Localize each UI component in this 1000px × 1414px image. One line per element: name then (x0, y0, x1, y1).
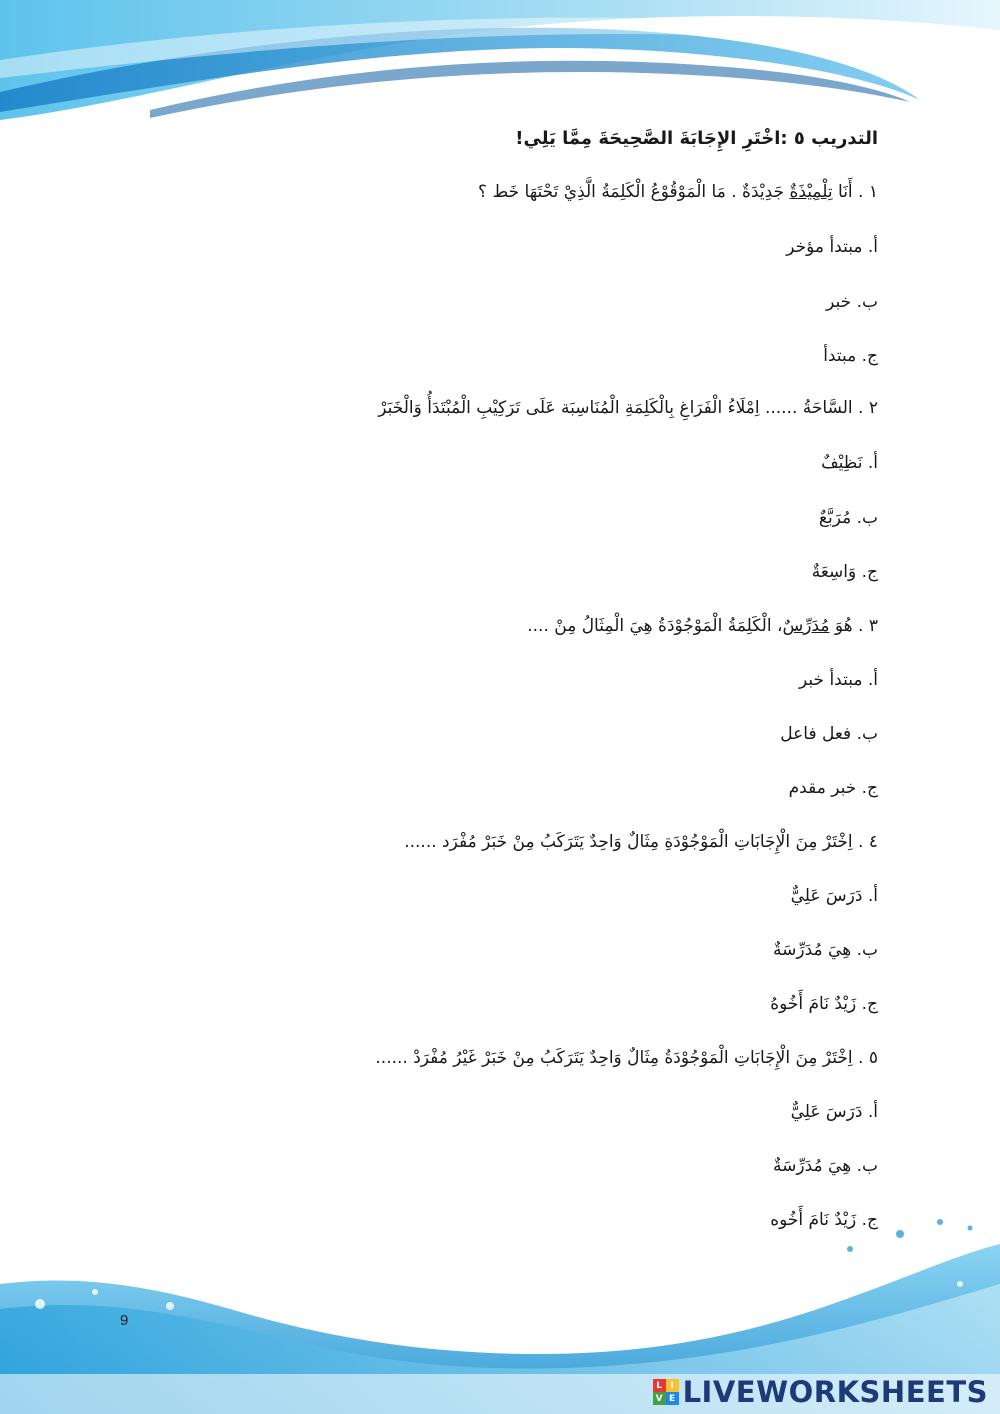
page-number: 9 (120, 1312, 129, 1329)
question-3-option-c[interactable]: ج. خبر مقدم (788, 778, 878, 798)
question-5: ٥ . اِخْتَرْ مِنَ الْإِجَابَاتِ الْمَوْجُوْدَةُ مِثَالٌ وَاحِدٌ يَتَرَكَبُ مِنْ خَبَرْ غَيْرُ مُفْرَدْ ...... (375, 1048, 878, 1068)
exercise-title: التدريب ٥ :اخْتَرِ الإِجَابَةَ الصَّحِيحَةَ مِمَّا يَلِي! (515, 128, 878, 149)
question-1-option-b[interactable]: ب. خبر (826, 292, 878, 312)
question-3-suffix: ، الْكَلِمَةُ الْمَوْجُوْدَةُ هِيَ الْمِثَالُ مِنْ .... (527, 616, 783, 636)
question-4-option-a[interactable]: أ. دَرَسَ عَلِيٌّ (790, 886, 878, 906)
liveworksheets-wordmark: LIVEWORKSHEETS (682, 1375, 988, 1409)
question-3-option-b[interactable]: ب. فعل فاعل (780, 724, 878, 744)
question-2-option-c[interactable]: ج. وَاسِعَةٌ (811, 562, 878, 582)
question-2-option-b[interactable]: ب. مُرَبَّعٌ (818, 508, 878, 528)
question-4: ٤ . اِخْتَرْ مِنَ الْإِجَابَاتِ الْمَوْجُوْدَةِ مِثَالٌ وَاحِدٌ يَتَرَكَبُ مِنْ خَبَرْ مُفْرَد ...... (404, 832, 878, 852)
question-1-prefix: ١ . أَنَا (832, 182, 878, 202)
liveworksheets-badge-icon: L I V E (653, 1379, 679, 1405)
question-1-suffix: جَدِيْدَةٌ . مَا الْمَوْقُوْعُ الْكَلِمَةُ الَّذِيْ تَحْتَهَا خَط ؟ (478, 182, 790, 202)
question-1-option-a[interactable]: أ. مبتدأ مؤخر (786, 237, 878, 257)
question-3-option-a[interactable]: أ. مبتدأ خبر (799, 670, 878, 690)
question-1 (478, 182, 878, 202)
top-wave-decoration (0, 0, 1000, 140)
question-4-option-b[interactable]: ب. هِيَ مُدَرِّسَةٌ (773, 940, 878, 960)
question-3-underlined-word: مُدَرِّسٌ (782, 616, 830, 636)
question-5-option-b[interactable]: ب. هِيَ مُدَرِّسَةٌ (773, 1156, 878, 1176)
question-3-prefix: ٣ . هُوَ (829, 616, 878, 636)
question-4-option-c[interactable]: ج. زَيْدٌ نَامَ أَخُوهُ (770, 994, 878, 1014)
question-3 (527, 616, 878, 636)
question-5-option-c[interactable]: ج. زَيْدٌ نَامَ أَخُوه (770, 1210, 878, 1230)
question-2: ٢ . السَّاحَةُ ...... اِمْلَاءُ الْفَرَاغِ بِالْكَلِمَةِ الْمُنَاسِبَة عَلَى تَرَكِيْبِ الْمُبْتَدَأُ وَالْخَبَرْ (378, 398, 878, 418)
question-1-underlined-word: تِلْمِيْذَةٌ (789, 182, 833, 202)
liveworksheets-logo (653, 1372, 988, 1412)
question-1-option-c[interactable]: ج. مبتدأ (823, 346, 878, 366)
question-5-option-a[interactable]: أ. دَرَسَ عَلِيٌّ (790, 1102, 878, 1122)
question-2-option-a[interactable]: أ. نَظِيْفٌ (821, 453, 878, 473)
